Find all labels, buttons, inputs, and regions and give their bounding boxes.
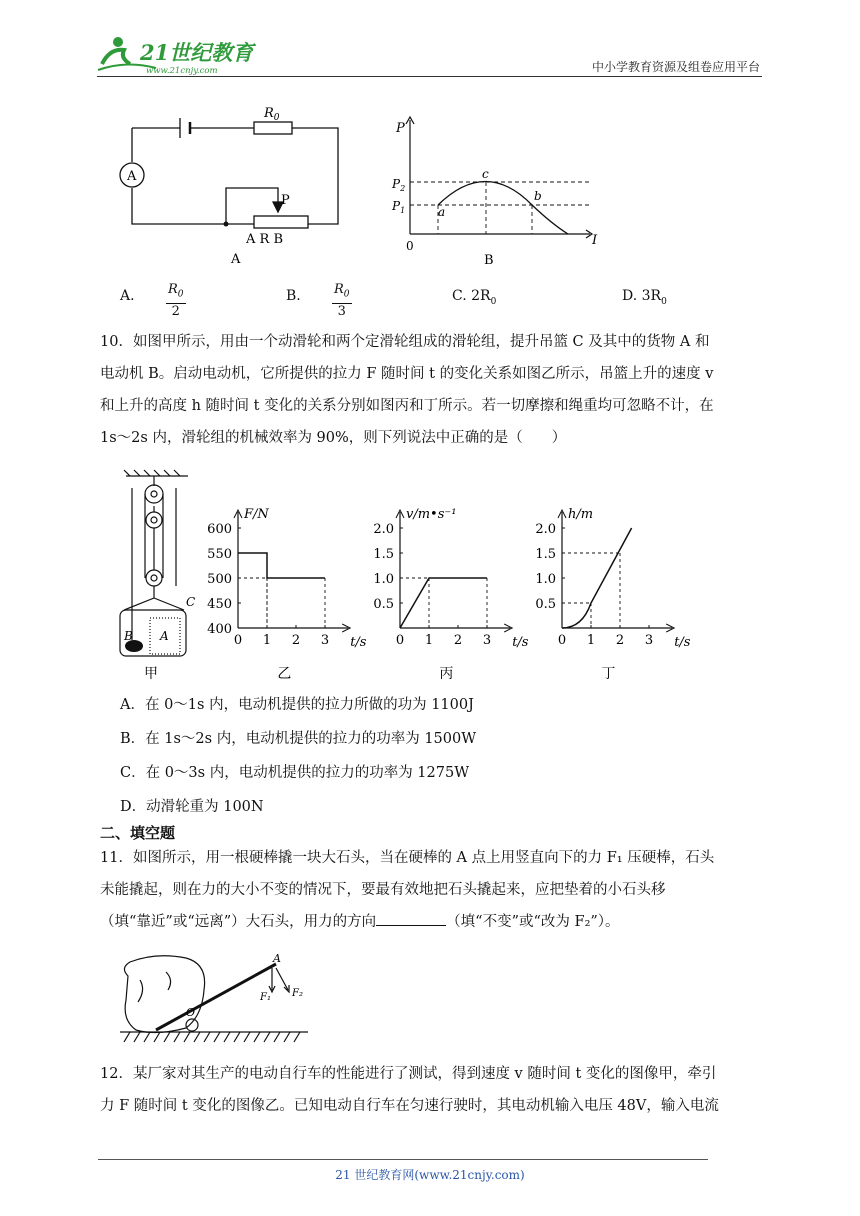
lever-label-o: O — [186, 1006, 196, 1019]
lever-label-a: A — [273, 952, 281, 965]
q9-option-c[interactable]: C. $2R_0$ — [452, 288, 497, 307]
lever-label-f2: F₂ — [292, 988, 303, 999]
q11-blank[interactable] — [376, 911, 446, 926]
x-tick-label: 0 — [233, 633, 243, 648]
y-axis-label: v/m•s⁻¹ — [406, 507, 457, 522]
q12-question: 12．某厂家对其生产的电动自行车的性能进行了测试，得到速度 v 随时间 t 变化的图像甲，牵引 力 F 随时间 t 变化的图像乙。已知电动自行车在匀速行驶时，其电动机输入电压 48V，输入电流 — [100, 1066, 719, 1114]
label-c: C — [186, 595, 196, 609]
graph-caption: B — [484, 253, 494, 268]
x-tick-label: 2 — [615, 633, 625, 648]
section-title: 二、填空题 — [100, 824, 176, 842]
y-tick-label: 1.0 — [535, 572, 556, 587]
y-tick-label: 1.5 — [535, 547, 556, 562]
x-tick-label: 1 — [424, 633, 434, 648]
chart-caption: 乙 — [277, 666, 292, 682]
q9-circuit-figure — [118, 100, 348, 270]
chart-caption: 丙 — [439, 666, 454, 682]
header-right-text: 中小学教育资源及组卷应用平台 — [591, 60, 760, 74]
q9-option-b[interactable]: B. — [286, 288, 301, 304]
rheostat-labels: A R B — [246, 232, 283, 247]
lever-label-f1: F₁ — [260, 992, 271, 1003]
x-tick-label: 2 — [291, 633, 301, 648]
y-tick-label: 1.5 — [373, 547, 394, 562]
point-b-label: b — [534, 189, 542, 203]
r0-sub: 0 — [273, 113, 280, 123]
logo-url: www.21cnjy.com — [146, 66, 218, 76]
axis-i-label: I — [592, 233, 598, 248]
circuit-caption: A — [231, 252, 241, 267]
x-axis-label: t/s — [674, 635, 691, 650]
x-axis-label: t/s — [350, 635, 367, 650]
q10-question: 10．如图甲所示，用由一个动滑轮和两个定滑轮组成的滑轮组，提升吊篮 C 及其中的货物 A 和 电动机 B。启动电动机，它所提供的拉力 F 随时间 t 的变化关系如图乙所示，吊篮上升的速度 v 和上升的高度 h 随时间 t 变化的关系分别如图丙和丁所示。若一切摩擦和绳重均可忽略不计，在 1s～2s 内，滑轮组的机械效率为 90%，则下列说法中正确的是（ ） — [100, 334, 714, 446]
x-tick-label: 1 — [262, 633, 272, 648]
chart-height-time — [524, 500, 691, 690]
q9-power-current-graph — [386, 112, 606, 270]
q10-pulley-figure — [112, 466, 202, 688]
data-line — [238, 553, 325, 578]
slider-p-label: P — [281, 193, 290, 208]
y-tick-label: 0.5 — [535, 597, 556, 612]
footer-text: 21 世纪教育网(www.21cnjy.com) — [335, 1168, 525, 1182]
point-c-label: c — [482, 167, 489, 181]
logo-text: 21世纪教育 — [140, 40, 254, 65]
chart-velocity-time — [362, 500, 529, 690]
p2-label: P — [392, 177, 401, 191]
axis-p-label: P — [396, 121, 405, 136]
y-tick-label: 500 — [207, 572, 232, 587]
x-axis-label: t/s — [512, 635, 529, 650]
y-tick-label: 2.0 — [535, 522, 556, 537]
chart-caption: 丁 — [601, 666, 616, 682]
y-tick-label: 2.0 — [373, 522, 394, 537]
label-a: A — [160, 629, 169, 643]
site-logo — [96, 34, 266, 76]
y-tick-label: 400 — [207, 622, 232, 637]
q9-option-d[interactable]: D. $3R_0$ — [622, 288, 667, 307]
y-tick-label: 1.0 — [373, 572, 394, 587]
x-tick-label: 3 — [482, 633, 492, 648]
r0-label: R — [264, 106, 274, 121]
q11-question: 11．如图所示，用一根硬棒撬一块大石头，当在硬棒的 A 点上用竖直向下的力 F₁ 压硬棒，石头 未能撬起，则在力的大小不变的情况下，要最有效地把石头撬起来，应把垫着的小石头移 （填“靠近”或“远离”）大石头，用力的方向 （填“不变”或“改为 F₂”）。 — [100, 850, 715, 930]
label-b: B — [124, 629, 133, 643]
x-tick-label: 3 — [644, 633, 654, 648]
q11-lever-figure — [116, 950, 312, 1050]
q9-option-a[interactable]: A. — [120, 288, 135, 304]
x-tick-label: 1 — [586, 633, 596, 648]
point-a-label: a — [438, 205, 446, 219]
y-axis-label: h/m — [568, 507, 594, 522]
header-divider — [97, 76, 762, 77]
x-tick-label: 2 — [453, 633, 463, 648]
q10-option-b[interactable]: B．在 1s～2s 内，电动机提供的拉力的功率为 1500W — [120, 731, 477, 747]
caption-jia: 甲 — [144, 666, 158, 682]
data-line — [400, 578, 487, 628]
svg-text:R0 — [263, 106, 280, 123]
data-line — [562, 528, 632, 628]
y-tick-label: 550 — [207, 547, 232, 562]
q10-options — [120, 688, 476, 824]
footer-divider — [98, 1159, 708, 1160]
x-tick-label: 3 — [320, 633, 330, 648]
svg-text:P1 — [391, 199, 405, 215]
q10-option-c[interactable]: C．在 0～3s 内，电动机提供的拉力的功率为 1275W — [120, 765, 470, 781]
p1-sub: 1 — [400, 206, 406, 215]
p1-label: P — [392, 199, 401, 213]
x-tick-label: 0 — [395, 633, 405, 648]
x-tick-label: 0 — [557, 633, 567, 648]
q10-option-d[interactable]: D．动滑轮重为 100N — [120, 799, 264, 815]
y-tick-label: 450 — [207, 597, 232, 612]
q9-option-a-fraction: $R_0$ 2 — [168, 282, 184, 319]
q9-option-b-fraction: $R_0$ 3 — [334, 282, 350, 319]
p2-sub: 2 — [400, 184, 406, 193]
q10-option-a[interactable]: A．在 0～1s 内，电动机提供的拉力所做的功为 1100J — [120, 697, 474, 713]
svg-text:P2 — [391, 177, 405, 193]
y-tick-label: 600 — [207, 522, 232, 537]
chart-force-time — [200, 500, 367, 690]
ammeter-label: A — [127, 169, 137, 184]
y-axis-label: F/N — [244, 507, 269, 522]
origin-label: 0 — [406, 239, 414, 253]
y-tick-label: 0.5 — [373, 597, 394, 612]
